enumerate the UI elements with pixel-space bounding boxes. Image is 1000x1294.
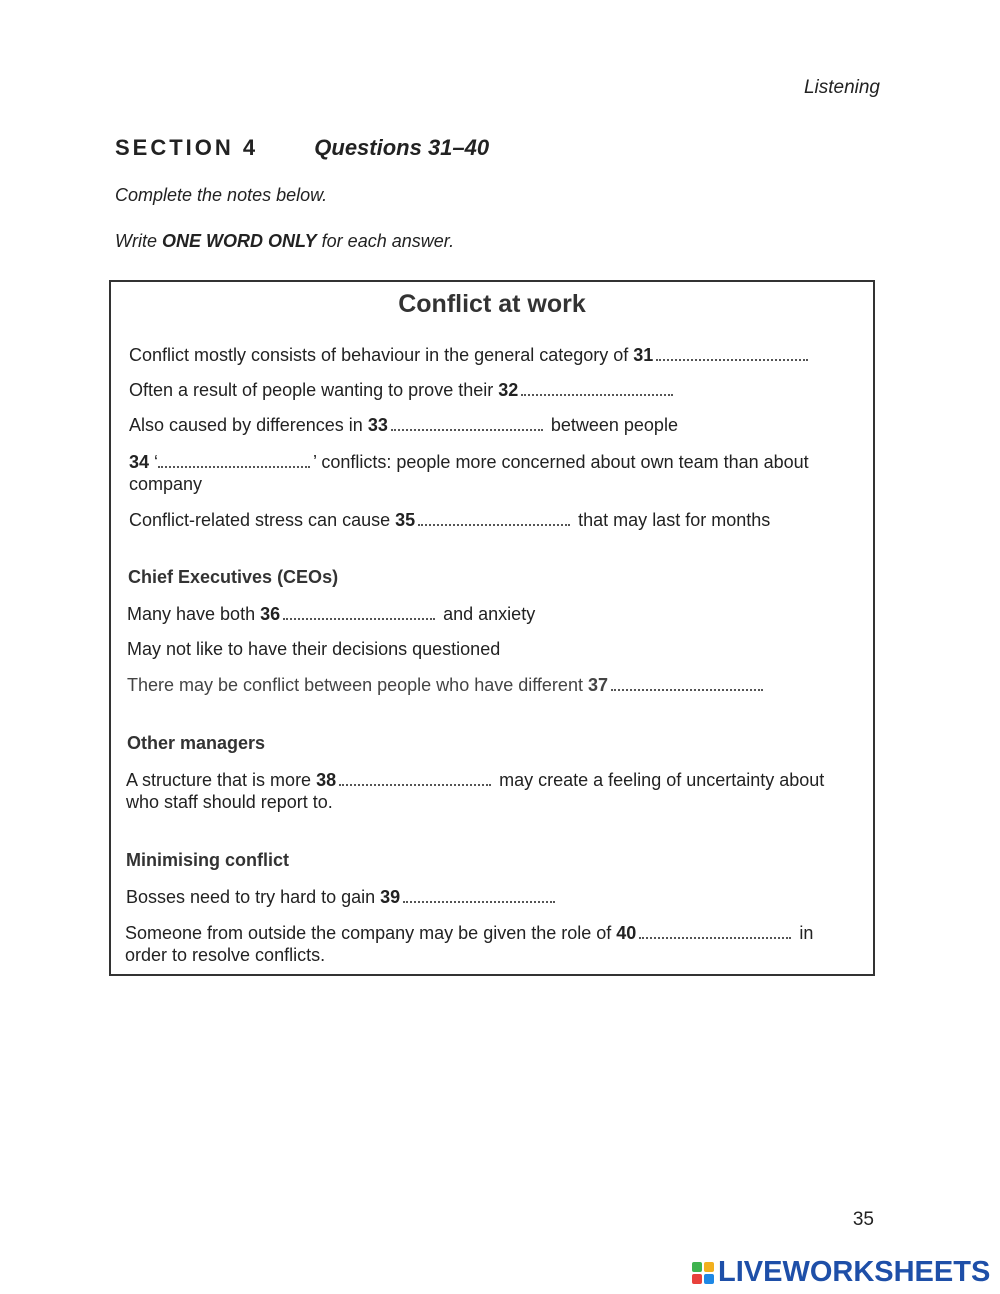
- answer-blank-32[interactable]: [521, 391, 673, 396]
- liveworksheets-logo-icon: [692, 1262, 714, 1284]
- logo-square-yellow: [704, 1262, 714, 1272]
- answer-blank-33[interactable]: [391, 426, 543, 431]
- logo-square-red: [692, 1274, 702, 1284]
- notes-box: [109, 280, 875, 976]
- questions-range: Questions 31–40: [314, 135, 490, 160]
- note-q38: A structure that is more 38 may create a feeling of uncertainty about who staff should report to.: [126, 770, 825, 812]
- question-number-34: 34: [129, 452, 150, 472]
- question-number-38: 38: [316, 770, 337, 790]
- note-q37: There may be conflict between people who have different 37: [127, 674, 851, 696]
- question-number-31: 31: [633, 345, 654, 365]
- answer-blank-38[interactable]: [339, 781, 491, 786]
- answer-blank-31[interactable]: [656, 356, 808, 361]
- note-decisions: May not like to have their decisions questioned: [127, 639, 501, 659]
- instruction-complete: Complete the notes below.: [115, 185, 328, 205]
- note-q31: Conflict mostly consists of behaviour in the general category of 31: [129, 344, 851, 366]
- word-limit-emphasis: ONE WORD ONLY: [162, 231, 317, 251]
- question-number-33: 33: [367, 415, 388, 435]
- subheading-ceos: Chief Executives (CEOs): [128, 567, 339, 587]
- note-q35: Conflict-related stress can cause 35 that may last for months: [129, 510, 771, 530]
- question-number-39: 39: [380, 887, 401, 907]
- note-q33: Also caused by differences in 33 between people: [129, 415, 678, 435]
- section-label: SECTION 4: [115, 135, 259, 160]
- notes-title: Conflict at work: [398, 290, 586, 318]
- logo-square-blue: [704, 1274, 714, 1284]
- section-heading: [115, 135, 489, 161]
- question-number-40: 40: [616, 923, 637, 943]
- answer-blank-35[interactable]: [418, 521, 570, 526]
- note-q39: Bosses need to try hard to gain 39: [126, 886, 851, 908]
- answer-blank-34[interactable]: [158, 463, 310, 468]
- note-q40: Someone from outside the company may be given the role of 40 in order to resolve conflicts.: [125, 923, 814, 965]
- answer-blank-36[interactable]: [283, 615, 435, 620]
- page-number: 35: [852, 1209, 874, 1230]
- brand-name: LIVEWORKSHEETS: [718, 1256, 991, 1288]
- running-head: Listening: [803, 77, 880, 98]
- note-q36: Many have both 36 and anxiety: [127, 604, 536, 624]
- logo-square-green: [692, 1262, 702, 1272]
- liveworksheets-brand: [692, 1256, 990, 1289]
- question-number-37: 37: [587, 675, 608, 695]
- answer-blank-40[interactable]: [639, 934, 791, 939]
- subheading-other-managers: Other managers: [127, 733, 266, 753]
- question-number-35: 35: [395, 510, 416, 530]
- question-number-32: 32: [498, 380, 519, 400]
- question-number-36: 36: [260, 604, 281, 624]
- instruction-word-limit: Write ONE WORD ONLY for each answer.: [115, 231, 455, 251]
- answer-blank-39[interactable]: [403, 898, 555, 903]
- answer-blank-37[interactable]: [611, 686, 763, 691]
- subheading-minimising-conflict: Minimising conflict: [126, 850, 290, 870]
- note-q34: 34 ‘ ’ conflicts: people more concerned about own team than about company: [129, 452, 809, 494]
- note-q32: Often a result of people wanting to prove their 32: [129, 379, 851, 401]
